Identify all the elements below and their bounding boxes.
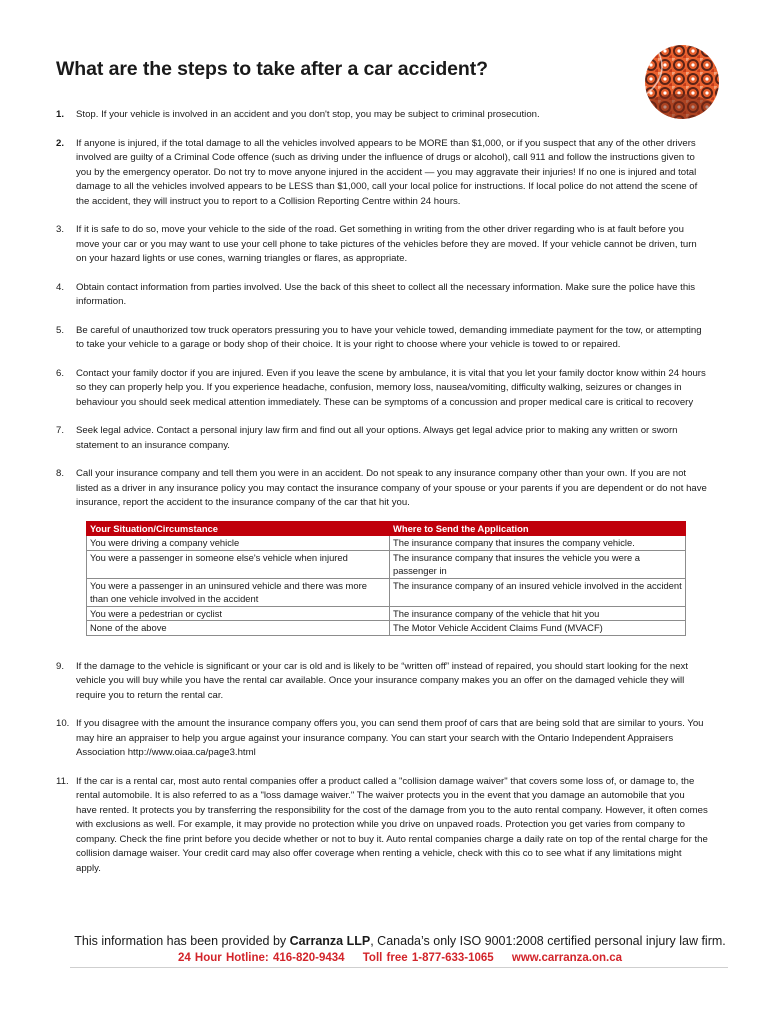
list-item [56,367,708,411]
footer-credit [70,934,730,948]
page-title: What are the steps to take after a car accident? [56,58,488,80]
list-item [56,137,708,210]
step-number: 2. [56,137,65,149]
step-text: If anyone is injured, if the total damage to all the vehicles involved appears to be MORE than $1,000, or if you suspect that any of the other drivers involved are guilty of a Criminal Code offence (such as driving under the influence of drugs or alcohol), call 911 and follow the instructions given to you by the emergency operator. Do not try to move anyone injured in the accident — you may aggravate their injuries! If no one is injured and total damage to all the vehicles involved appears to be LESS than $1,000, call your local police for instructions. If local police do not attend the scene of the accident, they will instruct you to report to a Collision Reporting Centre within 24 hours. [76,137,698,207]
table-cell: The insurance company of an insured vehicle involved in the accident [390,578,686,606]
step-number: 4. [56,281,65,293]
list-item [56,223,708,267]
table-cell: You were a pedestrian or cyclist [87,606,390,621]
footer-contact [70,952,730,964]
step-number: 1. [56,109,65,120]
hotline-number: 24 Hour Hotline: 416-820-9434 [177,952,345,964]
step-number: 10. [56,718,70,729]
table-cell: None of the above [87,621,390,636]
step-number: 7. [56,425,65,436]
step-text: If you disagree with the amount the insurance company offers you, you can send them proof of cars that are being sold that are similar to yours. You may hire an appraiser to help you argue against your insurance company. You can start your search with the Ontario Independent Appraisers Association http://www.oiaa.ca/page3.html [76,718,704,758]
table-row [87,621,686,636]
step-text: Stop. If your vehicle is involved in an accident and you don't stop, you may be subject to criminal prosecution. [76,109,540,120]
table-header-row [87,521,686,536]
table-cell: You were a passenger in an uninsured vehicle and there was more than one vehicle involved in the accident [87,578,390,606]
steps-list [56,108,708,890]
step-text: Contact your family doctor if you are injured. Even if you leave the scene by ambulance, it is vital that you let your family doctor know within 24 hours so they can properly help you. If you experience headache, confusion, memory loss, nausea/vomiting, difficulty walking, seizures or changes in behaviour you should seek medical attention immediately. These can be symptoms of a concussion and proper medical care is critical to recovery [76,367,706,408]
step-text: If the car is a rental car, most auto rental companies offer a product called a "collision damage waiver" that covers some loss of, or damage to, the rental automobile. It is also referred to as a "loss damage waiver." The waiver protects you in the event that you damage an automobile that you have rented. It protects you by transferring the responsibility for the cost of the damage from you to the auto rental company. However, it often comes with exclusions as well. For example, it may provide no protection while you drive on unpaved roads. Protection you get varies from company to company. Check the fine print before you decide whether or not to buy it. Auto rental companies charge a daily rate on top of the rental charge for the collision damage waiser. Your credit card may also offer coverage when renting a vehicle, check with this co to see what if any limitations might apply. [76,775,708,874]
footer-suffix: , Canada’s only ISO 9001:2008 certified personal injury law firm. [370,934,726,948]
step-number: 6. [56,367,65,379]
list-item [56,324,708,353]
footer-divider [70,967,728,968]
step-text: Be careful of unauthorized tow truck operators pressuring you to have your vehicle towed, demanding immediate payment for the tow, or attempting to take your vehicle to a garage or body shop of their choice. It is your right to choose where your vehicle is towed to or repaired. [76,324,702,350]
table-header-situation: Your Situation/Circumstance [87,521,390,536]
step-number: 5. [56,324,65,336]
table-row [87,536,686,551]
step-text: Call your insurance company and tell them you were in an accident. Do not speak to any insurance company other than your own. If you are not listed as a driver in any insurance policy you may contact the insurance company of your spouse or your parents if you are dependent or do not have insurance, report the accident to the insurance company of the car that hit you. [76,468,707,508]
step-text: Seek legal advice. Contact a personal injury law firm and find out all your options. Always get legal advice prior to making any written or sworn statement to an insurance company. [76,425,678,451]
list-item [56,108,708,123]
table-cell: You were a passenger in someone else's vehicle when injured [87,550,390,578]
list-item [56,424,708,453]
insurance-application-table [86,521,686,636]
footer-prefix: This information has been provided by [74,934,290,948]
tollfree-number: Toll free 1-877-633-1065 [362,952,494,964]
step-text: Obtain contact information from parties involved. Use the back of this sheet to collect all the necessary information. Make sure the police have this information. [76,281,696,307]
list-item [56,717,708,761]
table-header-destination: Where to Send the Application [390,521,686,536]
footer-company: Carranza LLP [289,934,371,948]
table-cell: The insurance company of the vehicle that hit you [390,606,686,621]
step-number: 3. [56,224,65,235]
step-text: If it is safe to do so, move your vehicle to the side of the road. Get something in writing from the other driver regarding who is at fault before you move your car or you may want to use your cell phone to take pictures of the vehicles before they are moved. If your vehicle cannot be driven, turn on your hazard lights or use cones, warning triangles or flares, as appropriate. [76,224,697,264]
list-item [56,467,708,511]
list-item [56,281,708,310]
table-cell: The Motor Vehicle Accident Claims Fund (MVACF) [390,621,686,636]
list-item [56,660,708,704]
step-number: 9. [56,660,65,672]
website-link[interactable]: www.carranza.on.ca [511,952,623,964]
table-row [87,606,686,621]
table-cell: The insurance company that insures the company vehicle. [390,536,686,551]
table-cell: The insurance company that insures the vehicle you were a passenger in [390,550,686,578]
list-item [56,775,708,877]
step-text: If the damage to the vehicle is significant or your car is old and is likely to be “written off” instead of repaired, you should start looking for the next vehicle you will buy while you have the rental car available. Once your insurance company makes you an offer on the damaged vehicle they will require you to return the rental car. [76,660,689,701]
table-row [87,578,686,606]
table-row [87,550,686,578]
step-number: 8. [56,468,65,479]
step-number: 11. [56,775,69,787]
table-cell: You were driving a company vehicle [87,536,390,551]
